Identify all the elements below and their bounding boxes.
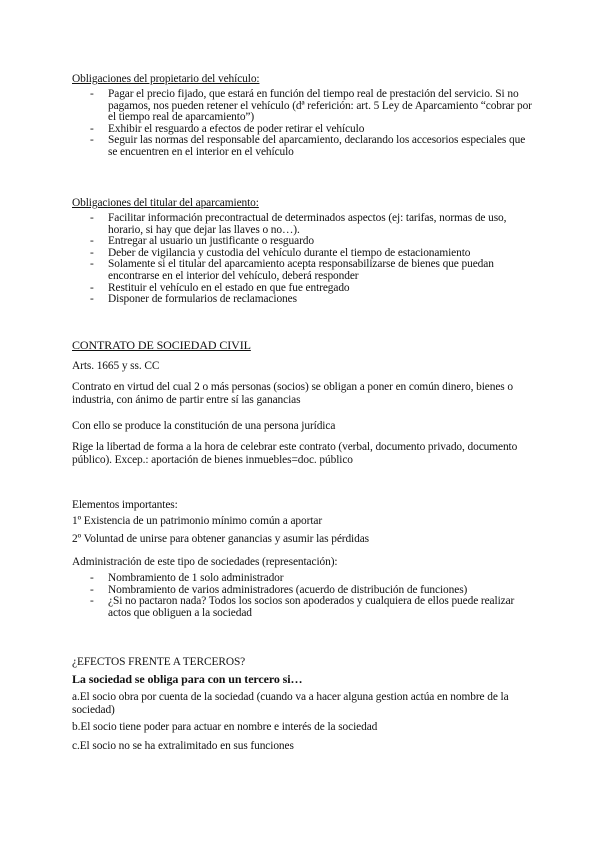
list-item: - Seguir las normas del responsable del aparcamiento, declarando los accesorios especiales que se encuentren en el interior en el vehículo	[90, 134, 526, 158]
elementos-title: Elementos importantes:	[72, 499, 178, 511]
elementos-item-2: 2º Voluntad de unirse para obtener ganancias y asumir las pérdidas	[72, 533, 370, 545]
list-item: - Solamente si el titular del aparcamiento acepta responsabilizarse de bienes que puedan encontrarse en el interior del vehículo, deberá responder	[90, 258, 494, 282]
efectos-item-c: c.El socio no se ha extralimitado en sus funciones	[72, 740, 294, 752]
contrato-paragraph-2: Con ello se produce la constitución de una persona jurídica	[72, 420, 336, 432]
section-heading-titular: Obligaciones del titular del aparcamiento:	[72, 197, 259, 209]
list-item: - Nombramiento de 1 solo administrador	[90, 572, 284, 584]
contrato-paragraph-3: Rige la libertad de forma a la hora de celebrar este contrato (verbal, documento privado, documento público). Excep.: aportación de bienes inmuebles=doc. público	[72, 441, 518, 466]
list-item: - Disponer de formularios de reclamaciones	[90, 293, 297, 306]
section-heading-propietario: Obligaciones del propietario del vehículo:	[72, 73, 260, 85]
contrato-paragraph-1: Contrato en virtud del cual 2 o más personas (socios) se obligan a poner en común dinero, bienes o industria, con ánimo de partir entre sí las ganancias	[72, 381, 513, 406]
list-item: - Facilitar información precontractual de determinados aspectos (ej: tarifas, normas de uso, horario, si hay que dejar las llaves o no…).	[90, 212, 507, 236]
list-item: - Exhibir el resguardo a efectos de poder retirar el vehículo	[90, 122, 365, 135]
efectos-item-a: a.El socio obra por cuenta de la sociedad (cuando va a hacer alguna gestion actúa en nombre de la sociedad)	[72, 691, 509, 716]
list-item: - ¿Si no pactaron nada? Todos los socios son apoderados y cualquiera de ellos puede realizar actos que obliguen a la sociedad	[90, 595, 515, 619]
list-administracion	[72, 573, 534, 619]
list-item: - Nombramiento de varios administradores (acuerdo de distribución de funciones)	[90, 583, 468, 596]
efectos-title: ¿EFECTOS FRENTE A TERCEROS?	[72, 656, 246, 668]
list-propietario	[72, 89, 534, 159]
list-item: - Restituir el vehículo en el estado en que fue entregado	[90, 281, 350, 294]
efectos-item-b: b.El socio tiene poder para actuar en nombre e interés de la sociedad	[72, 721, 378, 733]
list-item: - Entregar al usuario un justificante o resguardo	[90, 235, 314, 248]
list-item: - Pagar el precio fijado, que estará en función del tiempo real de prestación del servicio. Si no pagamos, nos pueden retener el vehículo (dª referición: art. 5 Ley de Aparcamiento “cobrar por el tiempo real de aparcamiento”)	[90, 88, 532, 124]
contrato-arts: Arts. 1665 y ss. CC	[72, 360, 160, 372]
contrato-heading: CONTRATO DE SOCIEDAD CIVIL	[72, 338, 251, 352]
list-item: - Deber de vigilancia y custodia del vehículo durante el tiempo de estacionamiento	[90, 246, 471, 259]
list-titular	[72, 213, 534, 306]
administracion-title: Administración de este tipo de sociedades (representación):	[72, 556, 338, 568]
elementos-item-1: 1º Existencia de un patrimonio mínimo común a aportar	[72, 515, 323, 527]
efectos-bold-line: La sociedad se obliga para con un tercero si…	[72, 672, 303, 686]
